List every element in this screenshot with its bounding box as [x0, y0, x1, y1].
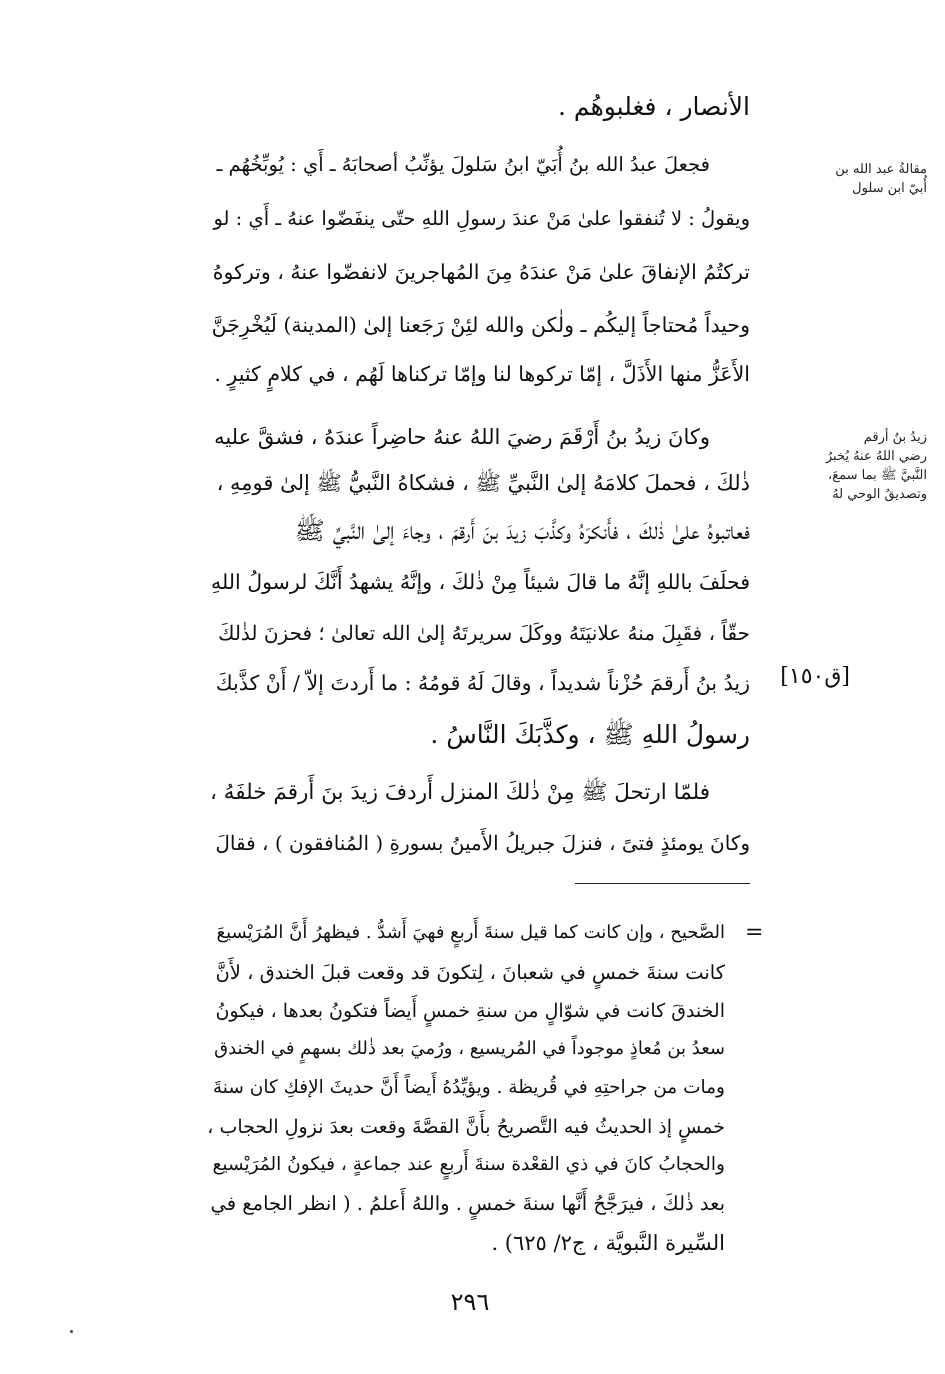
manuscript-page-marker: [ق١٥٠] — [780, 664, 850, 689]
footnote-line: الخندقَ كانت في شوّالٍ من سنةِ خمسٍ أَيضاً فتكونُ بعدها ، فيكونُ — [215, 1000, 725, 1022]
text-line: ويقولُ : لا تُنفقوا علىٰ مَنْ عندَ رسولِ اللهِ حتّى ينفَضّوا عنهُ ـ أَي : لو — [213, 207, 750, 230]
text-line: زيدُ بنُ أَرقمَ حُزْناً شديداً ، وقالَ لَهُ قومُهُ : ما أَردتَ إلاّ / أَنْ كذَّبكَ — [215, 671, 750, 695]
scan-speck — [70, 1330, 73, 1333]
footnote-continuation-mark: = — [745, 920, 764, 945]
margin-note-line: النَّبيَّ ﷺ بما سمعَ، — [828, 468, 927, 483]
text-line: تركتُمُ الإنفاقَ علىٰ مَنْ عندَهُ مِنَ المُهاجرينَ لانفضّوا عنهُ ، وتركوهُ — [212, 260, 750, 284]
margin-note-line: وتصديقُ الوحي لهُ — [832, 487, 927, 502]
text-line: حقّاً ، فقَبِلَ منهُ علانيَتَهُ ووكَلَ سريرتَهُ إلىٰ الله تعالىٰ ؛ فحزنَ لذٰلكَ — [217, 621, 750, 645]
margin-note-line: مقالةُ عبد الله بن — [835, 162, 927, 177]
text-line: وكانَ زيدُ بنُ أَرْقَمَ رضيَ اللهُ عنهُ حاضِراً عندَهُ ، فشقَّ عليه — [214, 425, 710, 449]
text-line: ذٰلكَ ، فحملَ كلامَهُ إلىٰ النَّبيِّ ﷺ ، فشكاهُ النَّبيُّ ﷺ إلىٰ قومِهِ ، — [216, 471, 750, 495]
footnote-text — [205, 0, 725, 1300]
footnote-line: سعدُ بن مُعاذٍ موجوداً في المُريسيع ، ورُميَ بعد ذٰلك بسهمٍ في الخندق — [214, 1038, 725, 1059]
text-line: رسولُ اللهِ ﷺ ، وكذَّبَكَ النَّاسُ . — [430, 720, 750, 749]
margin-note-abdullah — [757, 160, 927, 198]
footnote-line: كانت سنةَ خمسٍ في شعبانَ ، لِتكونَ قد وقعت قبلَ الخندق ، لأَنَّ — [215, 961, 725, 984]
text-line: فلمّا ارتحلَ ﷺ مِنْ ذٰلكَ المنزل أَردفَ زيدَ بنَ أَرقمَ خلفَهُ ، — [210, 780, 710, 805]
footnote-line: بعد ذٰلكَ ، فيرَجَّحُ أَنَّها سنةَ خمسٍ . واللهُ أَعلمُ . ( انظر الجامع في — [210, 1192, 725, 1215]
text-line: وحيداً مُحتاجاً إليكُم ـ ولٰكن والله لئِنْ رَجَعنا إلىٰ (المدينة) لَيُخْرِجَنَّ — [211, 313, 750, 337]
margin-note-line: زيدُ بنُ أرقم — [863, 430, 927, 445]
footnote-line: الصَّحيح ، وإن كانت كما قيل سنةَ أَربعٍ فهيَ أَشدُّ . فيظهرُ أَنَّ المُرَيْسيعَ — [216, 922, 725, 943]
text-line: وكانَ يومئذٍ فتىً ، فنزلَ جبريلُ الأَمينُ بسورةِ ( المُنافقون ) ، فقالَ — [215, 831, 750, 855]
text-line: فحلَفَ باللهِ إنَّهُ ما قالَ شيئاً مِنْ ذٰلكَ ، وإنَّهُ يشهدُ أَنَّكَ لرسولُ اللهِ — [210, 570, 750, 594]
footnote-line: السِّيرة النَّبويَّة ، ج٢/ ٦٢٥) . — [491, 1231, 725, 1255]
margin-note-zaid — [757, 428, 927, 504]
text-line: الأنصار ، فغلبوهُم . — [558, 92, 750, 121]
footnote-line: ومات من جراحتِهِ في قُريظة . ويؤيِّدُهُ أَيضاً أَنَّ حديثَ الإفكِ كان سنةَ — [212, 1077, 725, 1098]
margin-note-line: أُبيّ ابن سلول — [852, 181, 927, 196]
page-number: ٢٩٦ — [450, 1288, 490, 1316]
margin-note-line: رضي اللهُ عنهُ يُخبرُ — [825, 449, 927, 464]
text-line: فجعلَ عبدُ الله بنُ أُبَيّ ابنُ سَلولَ يؤنِّبُ أصحابَهُ ـ أَي : يُوبِّخُهُم ـ — [216, 153, 710, 176]
footnote-line: خمسٍ إذ الحديثُ فيه التَّصريحُ بأَنَّ القصَّةَ وقعت بعدَ نزولِ الحجاب ، — [207, 1116, 725, 1138]
text-line: فعاتبوهُ علىٰ ذٰلكَ ، فأَنكرَهُ وكذَّبَ زيدَ بنَ أَرقمَ ، وجاءَ إلىٰ النَّبيِّ ﷺ — [294, 516, 750, 545]
text-line: الأَعَزُّ منها الأَذَلَّ ، إمّا تركوها لنا وإمّا تركناها لَهُم ، في كلامٍ كثيرٍ . — [214, 362, 750, 386]
footnote-line: والحجابُ كانَ في ذي القعْدة سنةَ أَربعٍ عند جماعةٍ ، فيكونُ المُرَيْسيع — [212, 1154, 725, 1175]
